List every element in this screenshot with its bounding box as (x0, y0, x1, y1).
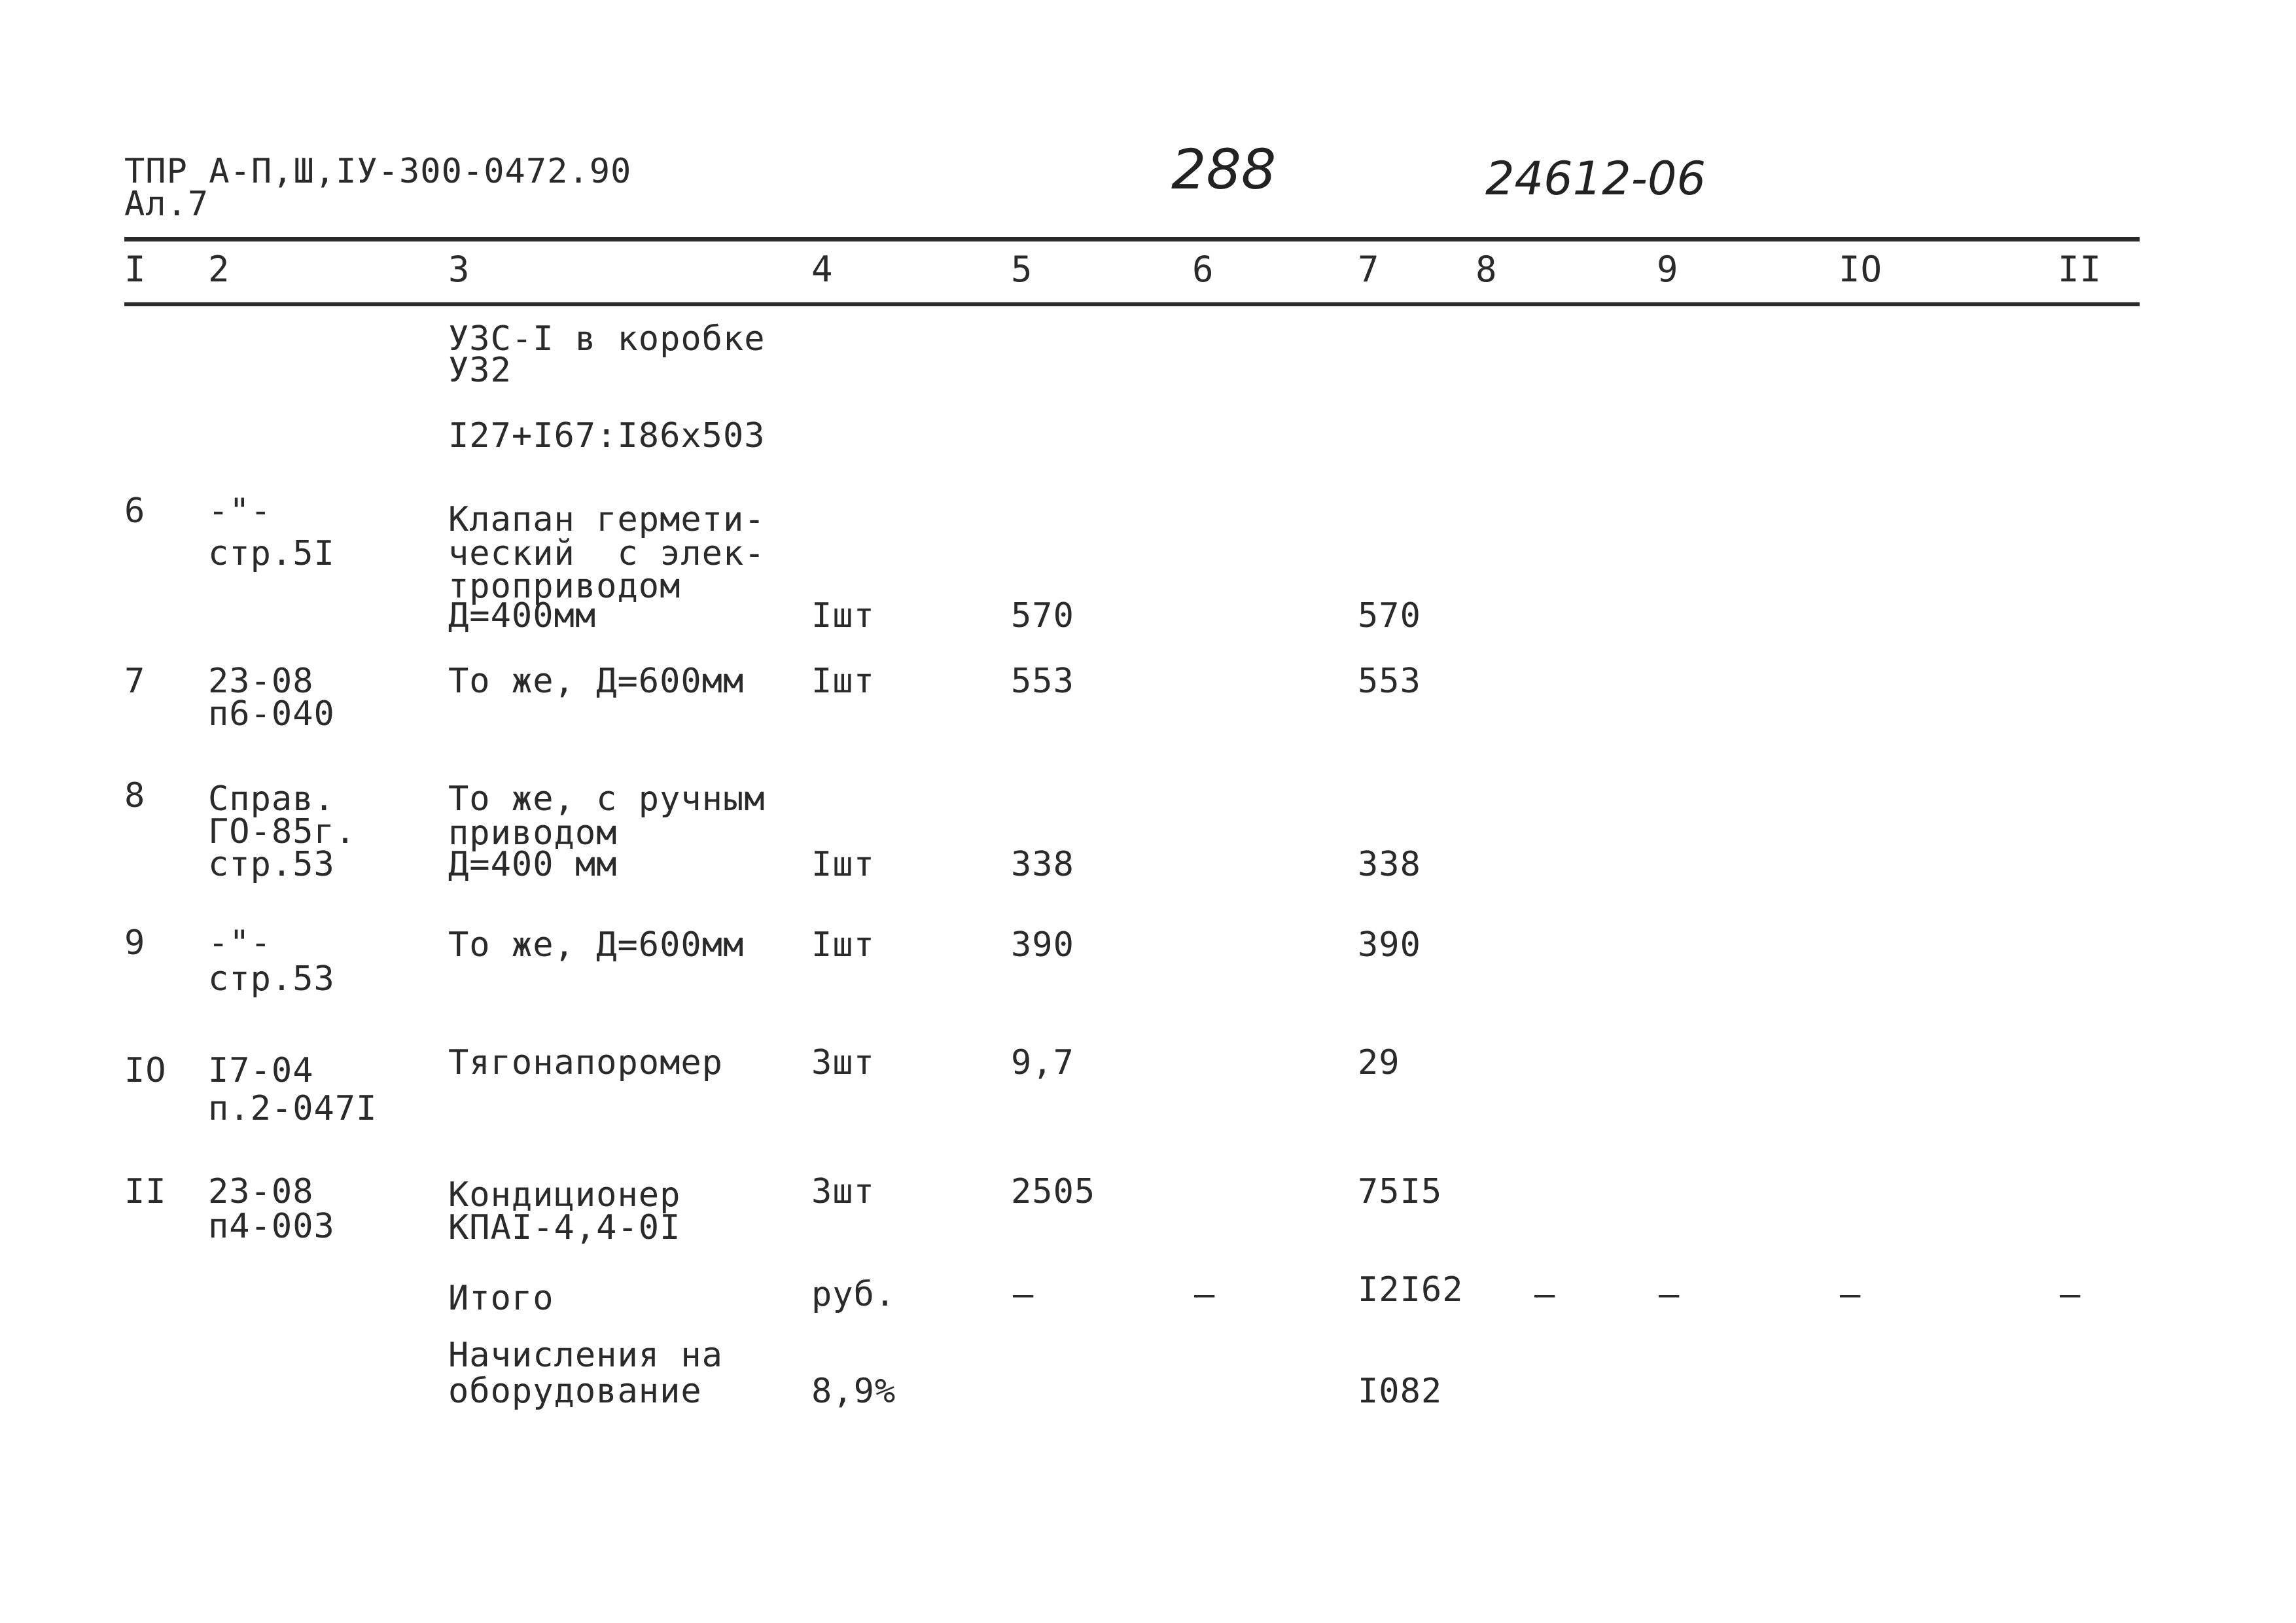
col-header-11: II (2058, 249, 2102, 290)
row-11-number: II (124, 1172, 167, 1211)
col-header-8: 8 (1475, 249, 1498, 290)
col-header-1: I (124, 249, 147, 290)
col-header-4: 4 (811, 249, 834, 290)
total-col-11: – (2060, 1275, 2081, 1314)
col-header-9: 9 (1657, 249, 1679, 290)
row-8-ref-1: Справ. (208, 779, 335, 819)
row-9-number: 9 (124, 923, 146, 963)
intro-line-2: У32 (448, 351, 512, 390)
row-11-unit: 3шт (811, 1172, 875, 1211)
row-6-number: 6 (124, 491, 146, 531)
row-9-desc-1: То же, Д=600мм (448, 925, 745, 965)
row-6-desc-2: ческий с элек- (448, 534, 766, 573)
col-header-6: 6 (1192, 249, 1214, 290)
row-6-desc-3: троприводом (448, 567, 681, 606)
row-6-ref-1: -"- (208, 491, 272, 531)
row-8-number: 8 (124, 776, 146, 815)
row-6-total: 570 (1358, 596, 1421, 635)
row-7-ref-1: 23-08 (208, 662, 314, 701)
total-col-8: – (1534, 1275, 1556, 1314)
intro-dimensions: I27+I67:I86х503 (448, 416, 766, 455)
total-label: Итого (448, 1279, 554, 1318)
row-11-price: 2505 (1011, 1172, 1096, 1211)
total-col-7: I2I62 (1358, 1270, 1464, 1310)
row-6-desc-1: Клапан гермети- (448, 500, 766, 539)
page-number: 288 (1171, 137, 1277, 202)
total-col-10: – (1840, 1275, 1862, 1314)
row-10-ref-1: I7-04 (208, 1051, 314, 1090)
inventory-number: 24612-06 (1485, 152, 1706, 205)
table-top-rule (124, 237, 2140, 241)
row-8-unit: Iшт (811, 845, 875, 884)
row-8-desc-1: То же, с ручным (448, 779, 766, 819)
row-10-price: 9,7 (1011, 1043, 1074, 1082)
row-9-ref-1: -"- (208, 923, 272, 963)
row-8-price: 338 (1011, 845, 1074, 884)
row-7-desc-1: То же, Д=600мм (448, 662, 745, 701)
total-col-6: – (1194, 1275, 1216, 1314)
charges-rate: 8,9% (811, 1372, 896, 1411)
col-header-10: IO (1839, 249, 1883, 290)
charges-label-1: Начисления на (448, 1336, 723, 1375)
row-9-price: 390 (1011, 925, 1074, 965)
row-7-price: 553 (1011, 662, 1074, 701)
row-11-total: 75I5 (1358, 1172, 1443, 1211)
row-11-desc-2: КПАI-4,4-0I (448, 1208, 681, 1247)
row-11-ref-2: п4-003 (208, 1207, 335, 1246)
row-6-desc-4: Д=400мм (448, 596, 597, 635)
document-code: ТПР А-П,Ш,IУ-300-0472.90 (124, 152, 632, 191)
row-6-unit: Iшт (811, 596, 875, 635)
row-11-ref-1: 23-08 (208, 1172, 314, 1211)
total-col-5: – (1013, 1275, 1034, 1314)
row-10-number: IO (124, 1051, 167, 1090)
row-7-ref-2: п6-040 (208, 694, 335, 734)
row-8-ref-3: стр.53 (208, 845, 335, 884)
row-6-ref-2: стр.5I (208, 534, 335, 573)
row-9-total: 390 (1358, 925, 1421, 965)
intro-line-1: УЗС-I в коробке (448, 319, 766, 359)
row-6-price: 570 (1011, 596, 1074, 635)
header-bottom-rule (124, 302, 2140, 306)
sheet-label: Ал.7 (124, 185, 209, 224)
row-7-number: 7 (124, 662, 146, 701)
row-10-unit: 3шт (811, 1043, 875, 1082)
total-unit: руб. (811, 1275, 896, 1314)
row-10-total: 29 (1358, 1043, 1400, 1082)
row-10-desc-1: Тягонапоромер (448, 1043, 723, 1082)
row-8-total: 338 (1358, 845, 1421, 884)
total-col-9: – (1659, 1275, 1680, 1314)
charges-col-7: I082 (1358, 1372, 1443, 1411)
charges-label-2: оборудование (448, 1372, 702, 1411)
col-header-3: 3 (448, 249, 470, 290)
row-7-unit: Iшт (811, 662, 875, 701)
row-8-ref-2: ГО-85г. (208, 812, 357, 851)
row-9-ref-2: стр.53 (208, 959, 335, 999)
row-11-desc-1: Кондиционер (448, 1175, 681, 1215)
row-8-desc-2: приводом (448, 813, 618, 853)
col-header-5: 5 (1011, 249, 1033, 290)
row-7-total: 553 (1358, 662, 1421, 701)
col-header-7: 7 (1358, 249, 1380, 290)
row-9-unit: Iшт (811, 925, 875, 965)
row-8-desc-3: Д=400 мм (448, 845, 618, 884)
row-10-ref-2: п.2-047I (208, 1089, 378, 1128)
col-header-2: 2 (208, 249, 230, 290)
